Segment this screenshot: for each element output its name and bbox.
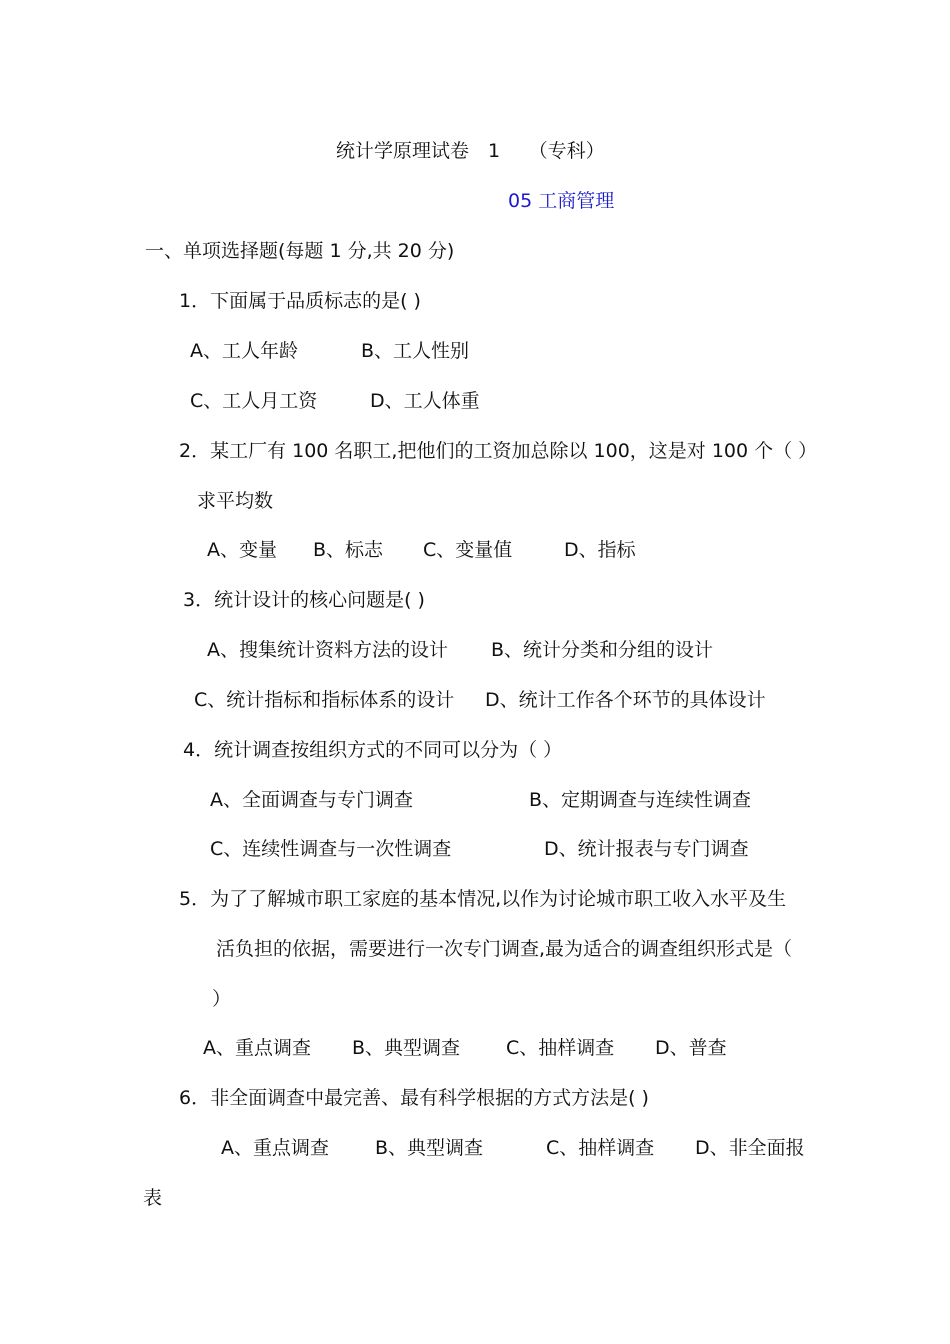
question-6-option-c: C、抽样调查 <box>546 1137 655 1159</box>
question-1-option-a: A、工人年龄 <box>190 340 298 362</box>
question-2-option-a: A、变量 <box>207 539 277 561</box>
question-3-option-c: C、统计指标和指标体系的设计 <box>194 689 455 711</box>
question-3-option-d: D、统计工作各个环节的具体设计 <box>485 689 766 711</box>
question-5-stem-line-2: 活负担的依据，需要进行一次专门调查,最为适合的调查组织形式是（ <box>216 938 793 960</box>
question-1-stem: 1．下面属于品质标志的是( ) <box>179 290 421 312</box>
question-6-option-d: D、非全面报 <box>695 1137 805 1159</box>
question-5-option-d: D、普查 <box>655 1037 727 1059</box>
question-6-stem: 6．非全面调查中最完善、最有科学根据的方式方法是( ) <box>179 1087 649 1109</box>
page-title: 统计学原理试卷 1 （专科） <box>336 140 605 162</box>
question-5-stem-line-3: ） <box>212 988 232 1010</box>
question-5-option-c: C、抽样调查 <box>506 1037 615 1059</box>
question-3-option-a: A、搜集统计资料方法的设计 <box>207 639 448 661</box>
question-3-option-b: B、统计分类和分组的设计 <box>491 639 714 661</box>
section-heading: 一、单项选择题(每题 1 分,共 20 分) <box>145 240 455 262</box>
question-6-option-d-wrap: 表 <box>143 1187 163 1209</box>
question-5-option-a: A、重点调查 <box>203 1037 311 1059</box>
question-4-stem: 4．统计调查按组织方式的不同可以分为（ ） <box>183 739 563 761</box>
question-4-option-d: D、统计报表与专门调查 <box>544 838 749 860</box>
question-4-option-b: B、定期调查与连续性调查 <box>529 789 752 811</box>
question-6-option-b: B、典型调查 <box>375 1137 484 1159</box>
question-1-option-c: C、工人月工资 <box>190 390 318 412</box>
question-6-option-a: A、重点调查 <box>221 1137 329 1159</box>
question-1-option-b: B、工人性别 <box>361 340 470 362</box>
page-subtitle: 05 工商管理 <box>508 190 615 212</box>
question-5-stem-line-1: 5．为了了解城市职工家庭的基本情况,以作为讨论城市职工收入水平及生 <box>179 888 787 910</box>
question-2-option-d: D、指标 <box>564 539 636 561</box>
question-2-option-b: B、标志 <box>313 539 384 561</box>
question-4-option-a: A、全面调查与专门调查 <box>210 789 413 811</box>
question-2-option-c: C、变量值 <box>423 539 513 561</box>
question-3-stem: 3．统计设计的核心问题是( ) <box>183 589 425 611</box>
question-5-option-b: B、典型调查 <box>352 1037 461 1059</box>
question-2-stem-line-1: 2．某工厂有 100 名职工,把他们的工资加总除以 100，这是对 100 个（ ） <box>179 440 818 462</box>
question-1-option-d: D、工人体重 <box>370 390 480 412</box>
question-4-option-c: C、连续性调查与一次性调查 <box>210 838 452 860</box>
question-2-stem-line-2: 求平均数 <box>197 490 274 512</box>
